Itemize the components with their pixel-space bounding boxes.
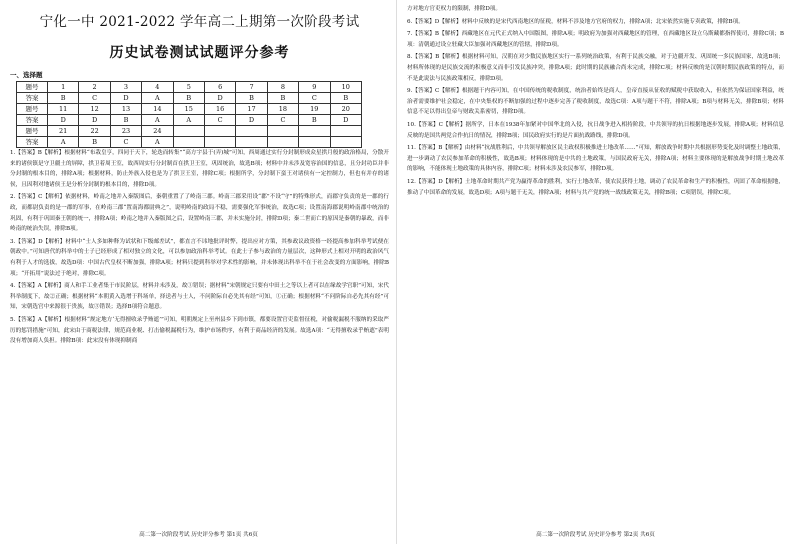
answer-cell: B — [173, 93, 204, 104]
question-number-cell — [236, 126, 267, 137]
answer-cell: A — [142, 93, 173, 104]
answer-explanation: 3.【答案】D【解析】材料中“士人多如种释为试状和下级邮差试”，都直言不讳地批评时弊，提出应对方策，其参政议政资格一经提高参加科举考试便在朝政中。”可知唐代的科举中的士子已经形成了相对独立的文化，可以参加政治科举考试。在此士子参与政治的力量层次，这种形式上相对开明的政治风气有利于人才的选拔，故选D项：中国古代皇权不断加强，排除A项；材料只提到科举对学术性的影响，并未体现出科举不在于社会改变的方面影响，排除B项；“开拓用”说法过于绝对，排除C项。 — [10, 238, 389, 277]
question-number-cell: 3 — [110, 82, 141, 93]
answer-explanation: 2.【答案】C【解析】依据材料，岭南之地并入秦版图后，秦朝重置了了岭南三郡。岭南三郡采用设“郡”不设“守”的特殊形式，而郡守负责的是一郡的行政，而都尉负责的是一郡的军事，在岭南三郡“置南海都尉典之”，说明岭南的政局不稳，需要强化军事统治，故选C项；设置南海郡说明岭南郡中统治的巩固，有利于巩固秦王朝的统一，排除A项；岭南之地并入秦版图之后，设置岭南三郡，并未实施分封，排除D项；秦二世而亡的原因是秦朝的暴政，而非岭南的统治失误，排除B项。 — [10, 194, 389, 233]
answer-cell — [204, 137, 235, 148]
answer-cell: D — [48, 115, 79, 126]
question-number-cell: 15 — [173, 104, 204, 115]
question-number-cell — [267, 126, 298, 137]
answer-cell: A — [48, 137, 79, 148]
question-number-cell: 20 — [330, 104, 361, 115]
answer-cell: D — [236, 115, 267, 126]
footer-right: 高二第一次阶段考试 历史评分参考 第2页 共6页 — [536, 532, 655, 538]
question-number-row — [17, 126, 362, 137]
question-number-cell: 1 — [48, 82, 79, 93]
answer-cell: C — [267, 115, 298, 126]
answer-explanation: 1.【答案】B【解析】根据材料“布栽皇亨，四同于天下，轮迭而转集”“高方宇县于(弄)城”可知，西周通过实行分封制形成众星拱月般的政治格局，分散开来的诸侯镇是守卫疆土的屏障，拱卫着周王室，故西周实行分封制首在拱卫王室，巩固统治，故选B项；材料中并未涉及宽容治国的信息，且分封功臣并非分封制的根本目的，排除A项；根据材料，防止外族入侵也是为了拱卫王室，排除C项；根据所学，分封制下蛮王对诸侯有一定控制力，但也有并存的诸侯，且因利对地诸侯王是分析分封制的根本目的，排除D项。 — [10, 150, 389, 188]
question-number-cell: 18 — [267, 104, 298, 115]
exam-subtitle: 历史试卷测试试题评分参考 — [109, 45, 290, 61]
question-number-cell: 4 — [142, 82, 173, 93]
question-number-cell: 24 — [142, 126, 173, 137]
footer-left: 高二第一次阶段考试 历史评分参考 第1页 共6页 — [139, 532, 258, 538]
answer-explanation: 4.【答案】A【解析】商人和手工业者集于市民阶层，材料并未涉及，故①错误；据材料“宋朝规定只要有中田土之等以上者可以在缘故学官职”可知，宋代科举制度下，故②正确；根据材料“本朝黄入选增于科场单，择送者与士人，不问阶际自必先其有经”可知，①正确；根据材料“不问阶际自必先其有经”可知，宋朝选官中来源很于贵族，故③错误；选择B项符合题意。 — [10, 283, 389, 311]
right-page — [397, 0, 794, 544]
answer-explanation: 5.【答案】A【解析】根据材料“规定地方‘无得擅收录乎贿遮’”可知，明朝规定上至州县乡下到市镇，都要设置官吏监督征税，对偷税漏税不服纳的采取严厉的惩罚措施”可知，此宋由于商税法律，规范商业税、打击偷税漏税行为，维护市场秩序，有利于商品经济的发展。故选A项：“无得擅收录乎贿遮”表明没有增加商人负担。排除B项：此宋没有体现抑制商 — [10, 316, 389, 345]
answer-cell: B — [79, 137, 110, 148]
answer-cell — [236, 137, 267, 148]
question-number-cell: 2 — [79, 82, 110, 93]
question-number-cell — [330, 126, 361, 137]
answer-explanation: 12.【答案】D【解析】土地革命时期共产党为赢得革命的胜利，实行土地改革，使农民获得土地，调动了农民革命和生产的积极性，巩固了革命根据地，推动了中国革命的发展，故选D项；A项与题干无关，排除A项；材料与共产党的统一战线政策无关，排除B项；C项错误，排除C项。 — [407, 178, 784, 196]
row-label-question: 题号 — [17, 126, 48, 137]
answer-cell: B — [267, 93, 298, 104]
answer-cell: B — [110, 115, 141, 126]
answer-explanation: 8.【答案】B【解析】根据材料可知，汉朝在对少数民族地区实行一系列统治政策，有利于民族交融，对于边疆开发、巩固统一多民族国家，故选B项；材料所体现的是民族交流的积极意义而非引发民族冲突，排除A项；此时期的民族融合尚未完成，排除C项；材料反映的是汉朝时期民族政策的特点，而不是此说法与民族政策相反，排除D项。 — [407, 54, 784, 82]
answer-cell: A — [173, 115, 204, 126]
answer-cell: B — [48, 93, 79, 104]
right-explanations — [407, 4, 784, 198]
question-number-cell — [173, 126, 204, 137]
question-number-cell: 8 — [267, 82, 298, 93]
row-label-answer: 答案 — [17, 137, 48, 148]
question-number-cell: 17 — [236, 104, 267, 115]
question-number-cell: 7 — [236, 82, 267, 93]
answer-cell: D — [79, 115, 110, 126]
answer-explanation: 6.【答案】D【解析】材料中反映的是宋代西南地区的征税，材料不涉及地方官府的权力，排除A项；北宋依然实施专卖政策，排除B项。 — [407, 18, 744, 25]
row-label-question: 题号 — [17, 82, 48, 93]
answer-cell — [299, 137, 330, 148]
answer-row — [17, 93, 362, 104]
question-number-cell: 6 — [204, 82, 235, 93]
question-number-cell: 5 — [173, 82, 204, 93]
question-number-cell — [204, 126, 235, 137]
row-label-answer: 答案 — [17, 93, 48, 104]
answer-explanation: 9.【答案】C【解析】根据题干内容可知，在中国传统的税收制度，统治者始终是商人，皇帝直接从征收的赋税中获取收入，但依然为保证国家利益，统治者需要维护社会稳定，在中央集权的不断加强的过程中逐步完善了税收制度，故选C项：A项与题干不符，排除A项；B项与材料无关，排除B项；材料信息不足以得出皇帝与财政关系密切，排除D项。 — [407, 88, 784, 116]
row-label-question: 题号 — [17, 104, 48, 115]
answer-row — [17, 137, 362, 148]
answer-cell — [267, 137, 298, 148]
answer-cell: C — [110, 137, 141, 148]
question-number-cell: 9 — [299, 82, 330, 93]
question-number-cell: 23 — [110, 126, 141, 137]
section-heading: 一、选择题 — [10, 71, 43, 79]
answer-explanation: 7.【答案】B【解析】西藏地区在元代正式纳入中国版图，排除A项；明政府为加强对西藏地区的管理，在西藏地区设立乌斯藏都指挥使司，排除C项；B项：清朝通过设立驻藏大臣加强对西藏地区的管辖，排除D项。 — [407, 31, 784, 48]
answer-cell: C — [79, 93, 110, 104]
question-number-cell: 13 — [110, 104, 141, 115]
question-number-row — [17, 104, 362, 115]
answer-table — [16, 81, 362, 148]
question-number-row — [17, 82, 362, 93]
answer-cell — [330, 137, 361, 148]
question-number-cell: 11 — [48, 104, 79, 115]
answer-cell: B — [299, 115, 330, 126]
question-number-cell: 10 — [330, 82, 361, 93]
answer-cell — [173, 137, 204, 148]
exam-title: 宁化一中 2021-2022 学年高二上期第一次阶段考试 — [39, 14, 360, 30]
answer-cell: A — [142, 137, 173, 148]
answer-explanation: 10.【答案】C【解析】据所学，日本在1938年加紧对中国华北的入侵，抗日战争进入相持阶段，中共领导的抗日根据地逐步发展，排除A项；材料信息反映的是国共两党合作抗日的情况，排除B项；国民政府实行的是片面抗战路线，排除D项。 — [407, 121, 784, 139]
answer-cell: A — [142, 115, 173, 126]
answer-explanation: 11.【答案】B【解析】由材料“抗战胜利后，中共领导解放区民主政权积极推进土地改革……”可知，解放战争时期中共根据形势变化及时调整土地政策，进一步调动了农民参加革命的积极性，故选B项；材料体现的是中共的土地政策，与国民政府无关，排除A项；材料主要体现的是解放战争时期土地改革的影响，不能体现土地政策的具体内容，排除C项；材料未涉及农民参军，排除D项。 — [407, 145, 784, 173]
answer-cell: D — [204, 93, 235, 104]
question-number-cell: 14 — [142, 104, 173, 115]
answer-explanation: 方对地方官吏权力的限制，排除D项。 — [407, 6, 501, 12]
answer-cell: B — [330, 93, 361, 104]
question-number-cell: 16 — [204, 104, 235, 115]
answer-cell: D — [110, 93, 141, 104]
answer-cell: C — [204, 115, 235, 126]
left-explanations — [10, 148, 389, 347]
answer-cell: D — [330, 115, 361, 126]
question-number-cell: 21 — [48, 126, 79, 137]
question-number-cell: 12 — [79, 104, 110, 115]
row-label-answer: 答案 — [17, 115, 48, 126]
answer-cell: B — [236, 93, 267, 104]
answer-cell: C — [299, 93, 330, 104]
answer-row — [17, 115, 362, 126]
question-number-cell: 19 — [299, 104, 330, 115]
question-number-cell: 22 — [79, 126, 110, 137]
question-number-cell — [299, 126, 330, 137]
